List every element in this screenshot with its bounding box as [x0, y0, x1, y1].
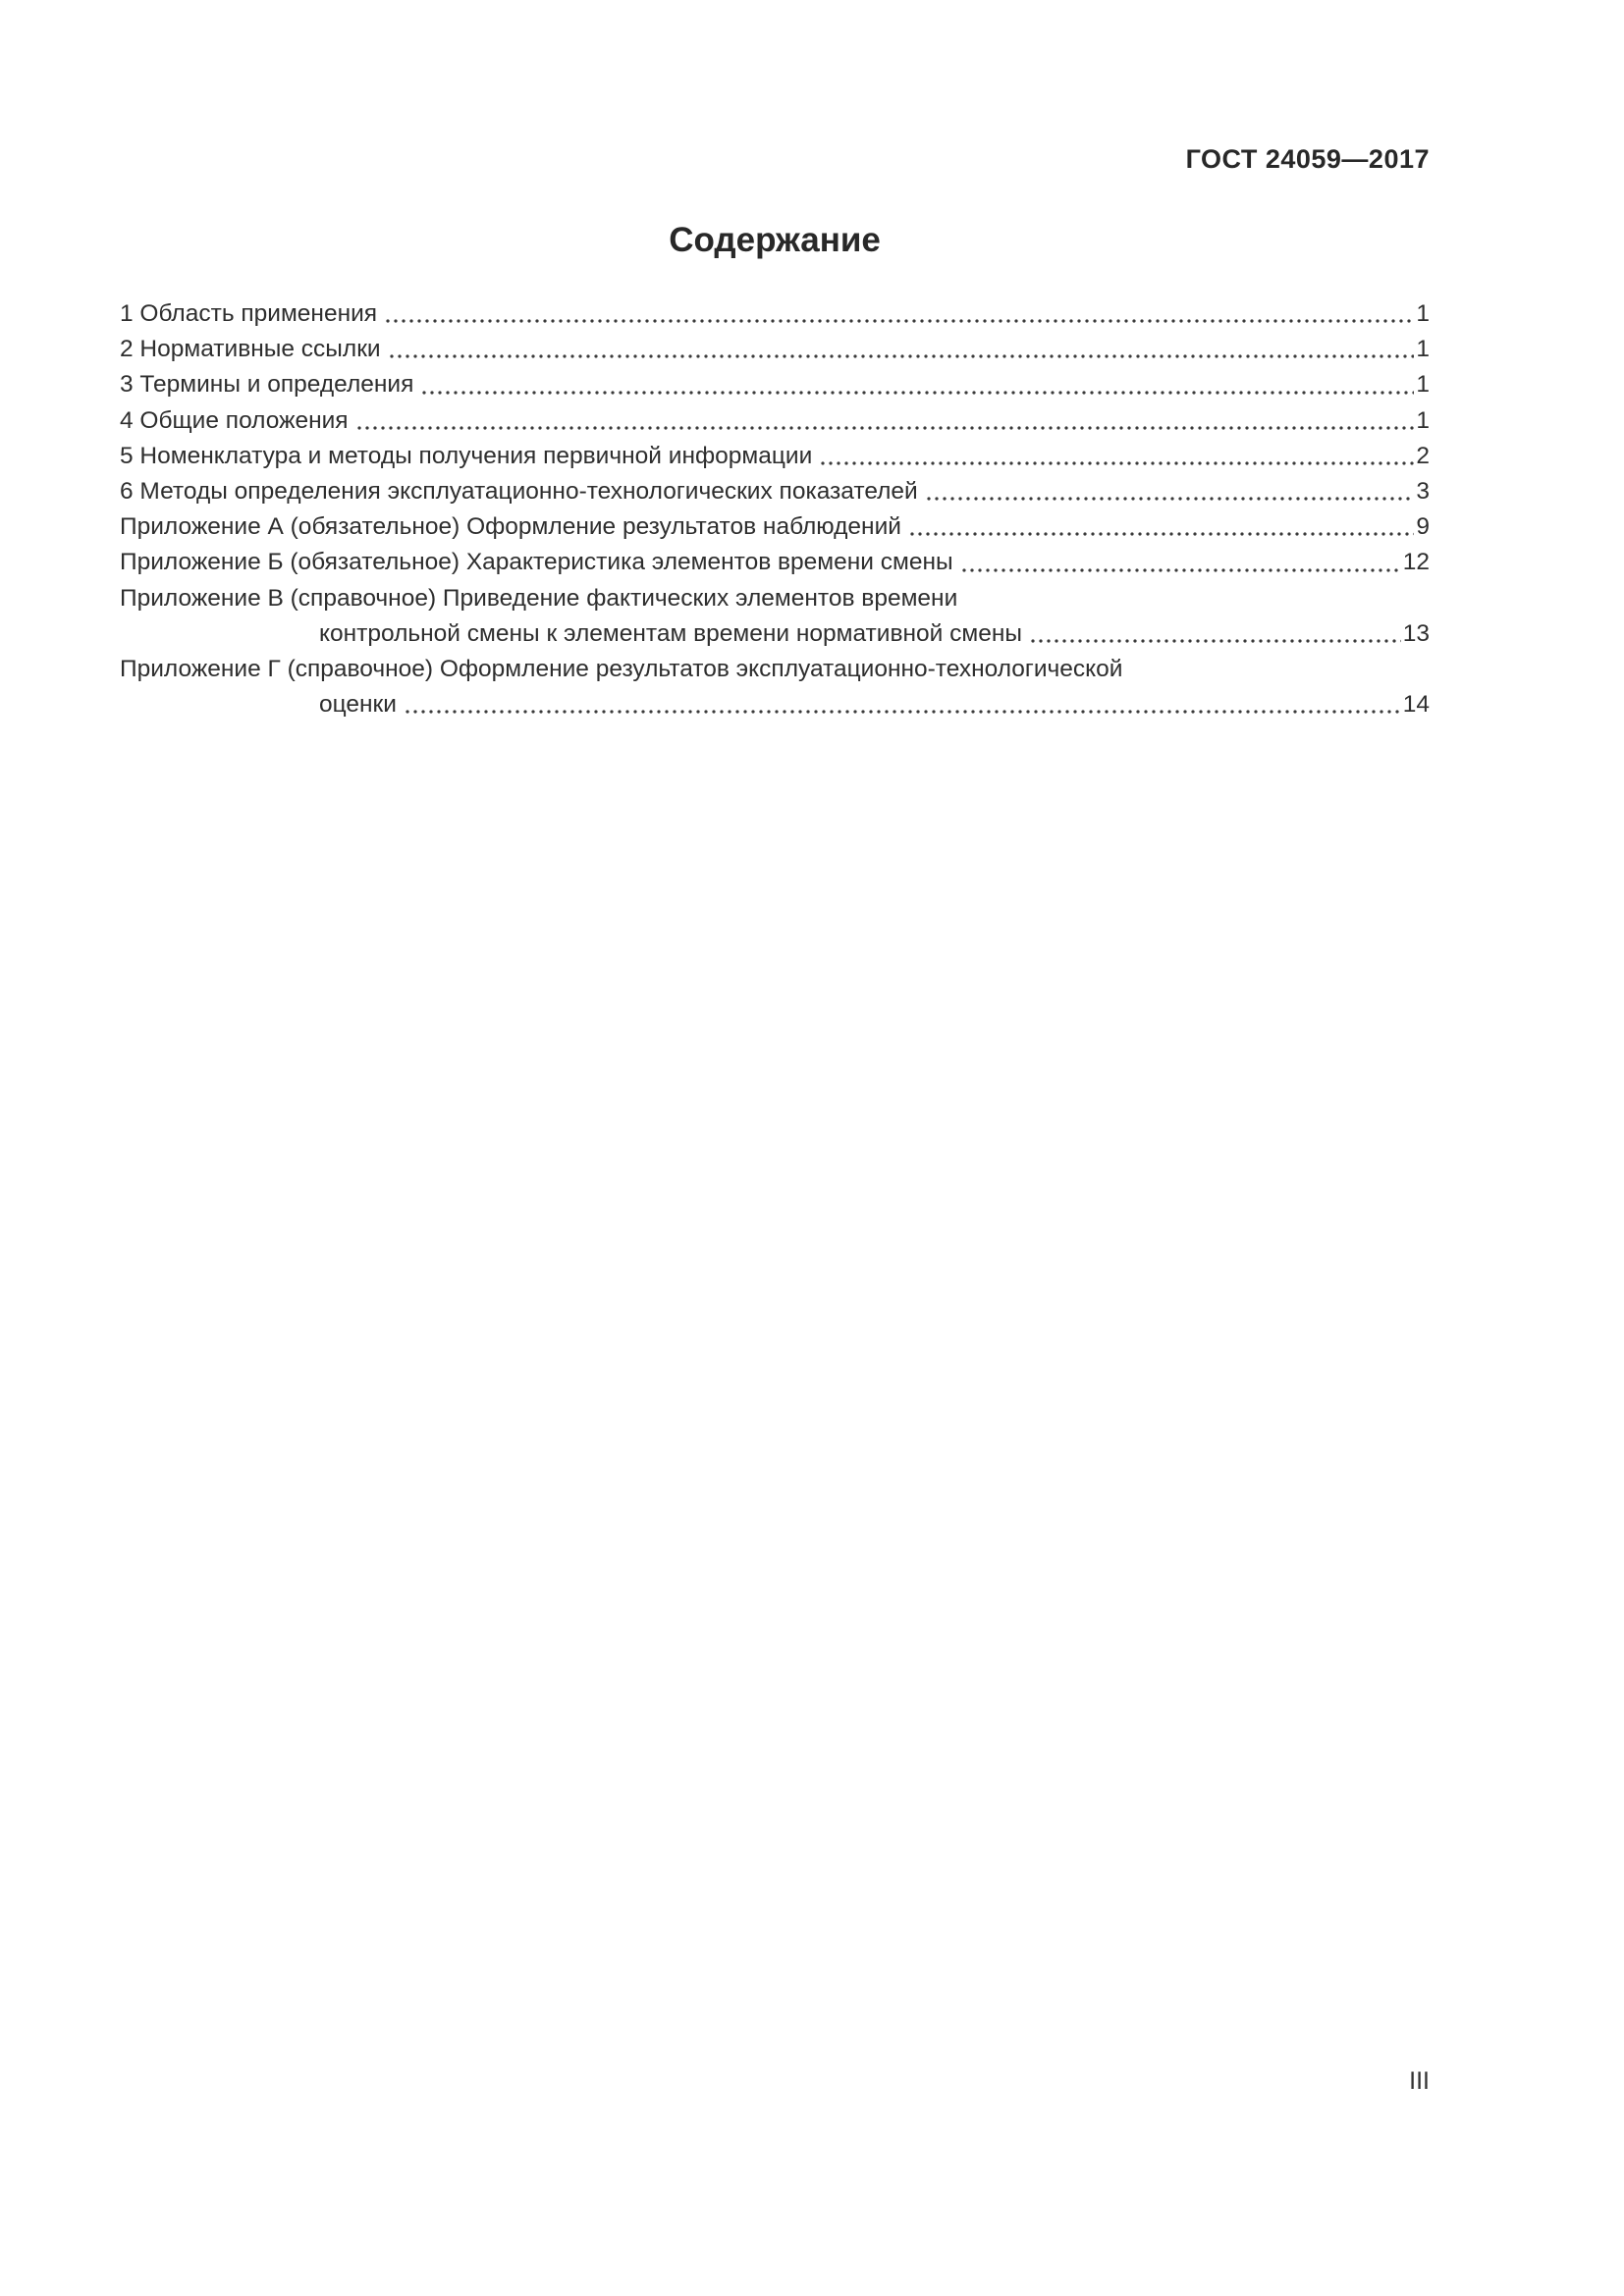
dot-leader: [960, 568, 1401, 572]
toc-entry-label: Приложение А (обязательное) Оформление результатов наблюдений: [120, 513, 901, 541]
toc-entry: [120, 332, 1430, 367]
toc-entry-continuation: [120, 687, 1430, 722]
toc-entry: [120, 367, 1430, 402]
standard-code-header: ГОСТ 24059—2017: [1185, 144, 1430, 174]
toc-entry-page: 14: [1402, 691, 1430, 719]
toc-entry-page: 12: [1402, 549, 1430, 576]
toc-entry: [120, 439, 1430, 474]
toc-entry-continuation: [120, 616, 1430, 652]
toc-entry-label: Приложение В (справочное) Приведение фактических элементов времени: [120, 584, 958, 612]
dot-leader: [1029, 639, 1401, 643]
toc-entry: [120, 474, 1430, 509]
toc-entry-label: контрольной смены к элементам времени нормативной смены: [319, 619, 1022, 647]
table-of-contents: [120, 296, 1430, 722]
toc-entry-page: 1: [1416, 336, 1430, 363]
toc-entry-label: Приложение Б (обязательное) Характеристика элементов времени смены: [120, 549, 953, 576]
dot-leader: [819, 461, 1414, 465]
toc-entry-label: Приложение Г (справочное) Оформление результатов эксплуатационно-технологической: [120, 656, 1123, 683]
toc-entry: [120, 509, 1430, 545]
page-content: [120, 143, 1430, 722]
toc-entry-page: 13: [1402, 619, 1430, 647]
toc-entry-label: 4 Общие положения: [120, 406, 349, 434]
toc-entry-page: 9: [1416, 513, 1430, 541]
page-title: Содержание: [669, 221, 881, 259]
dot-leader: [908, 532, 1414, 536]
toc-entry-label: 6 Методы определения эксплуатационно-технологических показателей: [120, 478, 918, 506]
dot-leader: [384, 319, 1414, 323]
toc-entry-first-line: [120, 652, 1430, 687]
toc-entry-page: 2: [1416, 442, 1430, 469]
toc-entry-label: 5 Номенклатура и методы получения первичной информации: [120, 442, 813, 469]
toc-entry-first-line: [120, 581, 1430, 616]
toc-entry-label: 2 Нормативные ссылки: [120, 336, 381, 363]
dot-leader: [404, 710, 1401, 714]
toc-entry-page: 1: [1416, 300, 1430, 327]
toc-entry-label: оценки: [319, 691, 397, 719]
toc-entry-label: 1 Область применения: [120, 300, 378, 327]
toc-entry: [120, 403, 1430, 439]
dot-leader: [925, 497, 1415, 501]
toc-entry: [120, 545, 1430, 580]
dot-leader: [388, 354, 1415, 358]
toc-entry: [120, 296, 1430, 332]
toc-entry-label: 3 Термины и определения: [120, 371, 414, 399]
toc-entry-page: 3: [1416, 478, 1430, 506]
toc-entry-page: 1: [1416, 406, 1430, 434]
dot-leader: [355, 426, 1415, 430]
toc-entry-page: 1: [1416, 371, 1430, 399]
dot-leader: [420, 391, 1414, 395]
page-folio-number: III: [1409, 2067, 1430, 2095]
